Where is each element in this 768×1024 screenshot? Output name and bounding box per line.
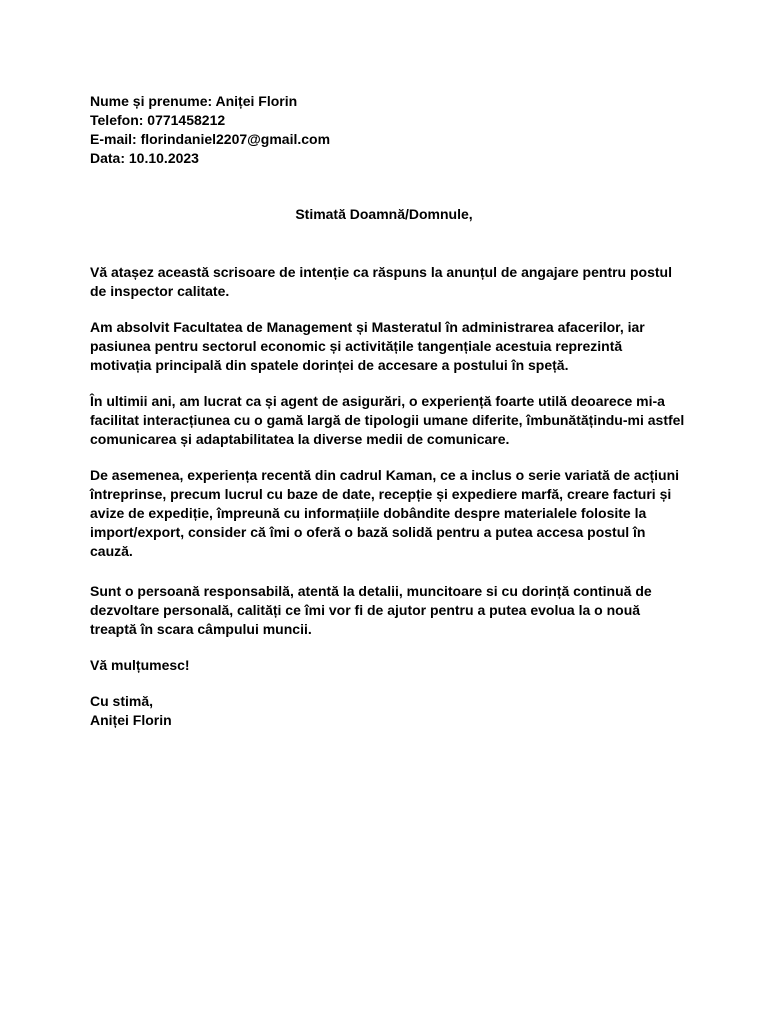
paragraph-line: Sunt o persoană responsabilă, atentă la detalii, muncitoare si cu dorință continuă de: [90, 583, 652, 599]
paragraph-line: Am absolvit Facultatea de Management și Masteratul în administrarea afacerilor, iar: [90, 319, 645, 335]
sender-details: [90, 92, 690, 168]
closing-signature: [90, 692, 490, 730]
paragraph-line: întreprinse, precum lucrul cu baze de date, recepție și expediere marfă, creare facturi și: [90, 486, 672, 502]
paragraph-line: import/export, consider că îmi o oferă o bază solidă pentru a putea accesa postul în: [90, 524, 646, 540]
paragraph-line: dezvoltare personală, calități ce îmi vor fi de ajutor pentru a putea evolua la o nouă: [90, 602, 641, 618]
paragraph-line: pasiunea pentru sectorul economic și activitățile tangențiale acestuia reprezintă: [90, 338, 623, 354]
paragraph-line: comunicarea și adaptabilitatea la diverse medii de comunicare.: [90, 431, 510, 447]
paragraph-line: cauză.: [90, 543, 133, 559]
paragraph-line: de inspector calitate.: [90, 283, 230, 299]
paragraph-line: Vă atașez această scrisoare de intenție ca răspuns la anunțul de angajare pentru postul: [90, 264, 672, 280]
signature-name: Aniței Florin: [90, 712, 172, 728]
paragraph-line: În ultimii ani, am lucrat ca și agent de asigurări, o experiență foarte utilă deoarece mi-a: [90, 393, 665, 409]
paragraph-thanks: [90, 656, 680, 675]
letter-date: Data: 10.10.2023: [90, 150, 199, 166]
paragraph-intent: [90, 263, 680, 301]
paragraph-qualities: [90, 582, 680, 639]
paragraph-experience-insurance: [90, 392, 685, 449]
paragraph-line: Vă mulțumesc!: [90, 657, 190, 673]
paragraph-line: motivația principală din spatele dorinței de accesare a postului în speță.: [90, 357, 569, 373]
paragraph-line: avize de expediție, împreună cu informațiile dobândite despre materialele folosite la: [90, 505, 647, 521]
sender-phone: Telefon: 0771458212: [90, 112, 226, 128]
paragraph-experience-kaman: [90, 466, 680, 561]
paragraph-education: [90, 318, 680, 375]
closing-phrase: Cu stimă,: [90, 693, 154, 709]
sender-name: Nume și prenume: Aniței Florin: [90, 93, 298, 109]
paragraph-line: De asemenea, experiența recentă din cadrul Kaman, ce a inclus o serie variată de acțiuni: [90, 467, 680, 483]
paragraph-line: treaptă în scara câmpului muncii.: [90, 621, 312, 637]
salutation: Stimată Doamnă/Domnule,: [295, 206, 473, 222]
paragraph-line: facilitat interacțiunea cu o gamă largă de tipologii umane diferite, îmbunătățindu-mi astfel: [90, 412, 685, 428]
sender-email: E-mail: florindaniel2207@gmail.com: [90, 131, 331, 147]
